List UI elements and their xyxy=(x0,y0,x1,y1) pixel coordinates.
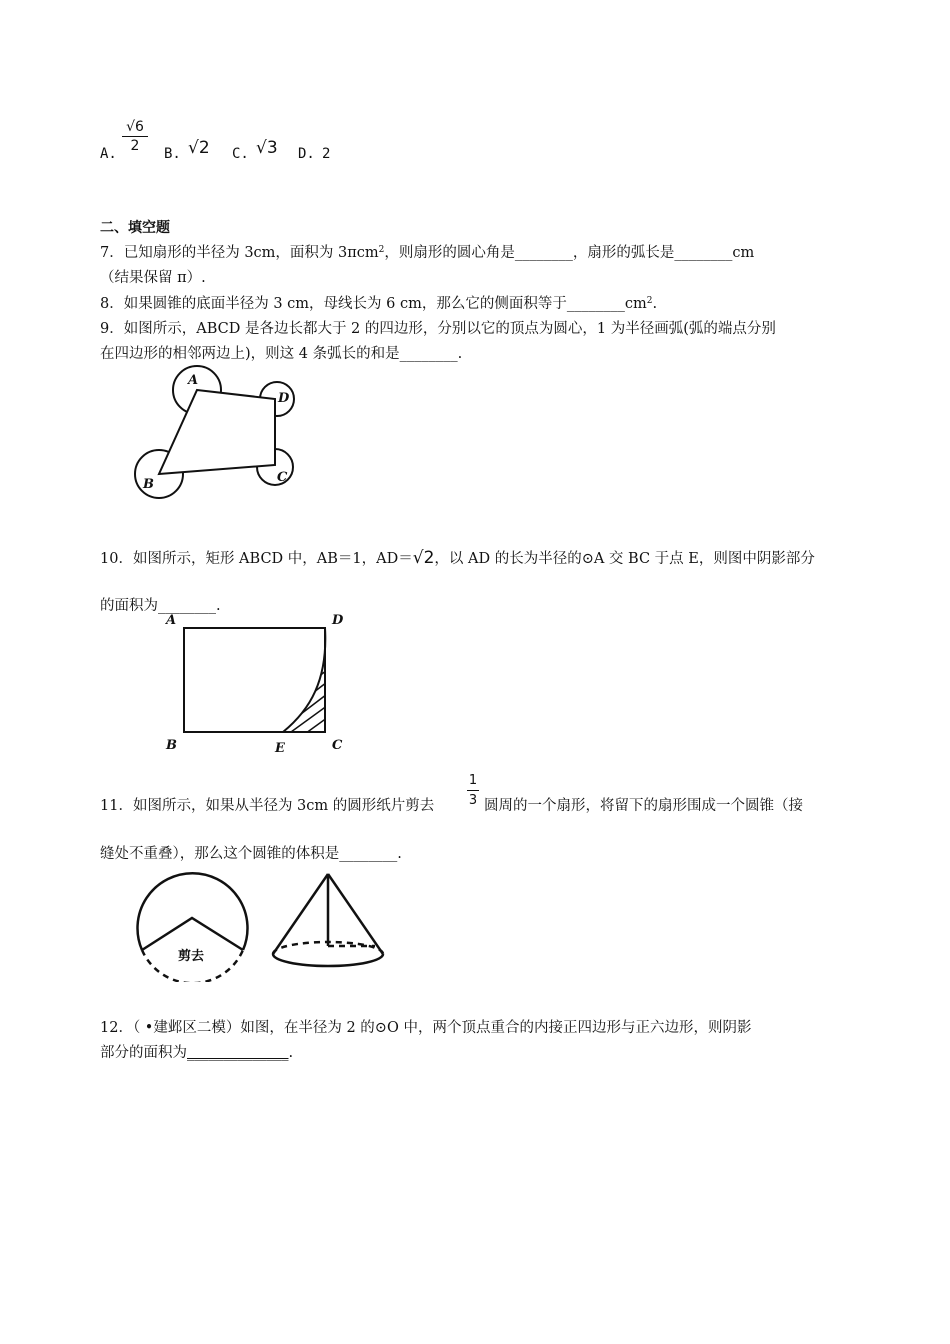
q7-text-a: 7．已知扇形的半径为 3cm，面积为 3π xyxy=(100,245,357,261)
q6-option-a-numerator: √6 xyxy=(126,119,144,135)
q7-unit: cm xyxy=(356,245,379,261)
q8-sup: 2 xyxy=(646,296,653,306)
q10-label-b: B xyxy=(166,738,177,753)
q11-figure xyxy=(125,862,395,982)
q10-label-d: D xyxy=(332,613,344,628)
q11-frac-num: 1 xyxy=(468,773,478,788)
q7-unit-sup: 2 xyxy=(378,245,385,255)
q10-label-a: A xyxy=(166,613,177,628)
q6-option-c-value: √3 xyxy=(256,138,278,158)
q9-figure xyxy=(125,362,325,507)
q12-text-a: 部分的面积为 xyxy=(100,1045,187,1061)
q6-option-b-label: B. xyxy=(164,146,181,162)
q10-shaded-region xyxy=(280,640,335,752)
q11-text-a: 11．如图所示，如果从半径为 3cm 的圆形纸片剪去 xyxy=(100,798,435,814)
q12-line-2 xyxy=(100,1043,293,1063)
q9-label-b: B xyxy=(143,477,154,492)
q10-sqrt: √2 xyxy=(412,548,435,568)
q11-circle-figure xyxy=(138,873,248,982)
q11-cone-figure xyxy=(273,874,383,966)
q10-line-2: 的面积为________. xyxy=(100,598,221,614)
q6-option-c-label: C. xyxy=(232,146,249,162)
q12-blank: ______________ xyxy=(187,1045,289,1061)
q8-text-a: 8．如果圆锥的底面半径为 3 cm，母线长为 6 cm，那么它的侧面积等于________cm xyxy=(100,296,647,312)
q7-line-2: （结果保留 π）. xyxy=(100,270,206,286)
q12-text-b: . xyxy=(288,1045,294,1061)
q11-frac-den: 3 xyxy=(468,793,478,808)
q6-option-d-value: 2 xyxy=(322,146,331,162)
q9-line-2: 在四边形的相邻两边上)，则这 4 条弧长的和是________. xyxy=(100,346,463,362)
q6-option-a-label: A. xyxy=(100,146,117,162)
q9-label-d: D xyxy=(278,391,290,406)
q6-option-d-label: D. xyxy=(298,146,315,162)
q9-label-c: C xyxy=(277,470,288,485)
q12-line-1: 12．（ •建邺区二模）如图，在半径为 2 的⊙O 中，两个顶点重合的内接正四边形与正六边形，则阴影 xyxy=(100,1020,752,1036)
q10-text-b: ，以 AD 的长为半径的⊙A 交 BC 于点 E，则图中阴影部分 xyxy=(434,551,815,567)
q10-text-a: 10．如图所示，矩形 ABCD 中，AB＝1，AD＝ xyxy=(100,551,413,567)
q10-rectangle xyxy=(184,628,325,732)
q7-text-b: ，则扇形的圆心角是________，扇形的弧长是________cm xyxy=(384,245,755,261)
q11-text-b: 圆周的一个扇形，将留下的扇形围成一个圆锥（接 xyxy=(484,798,803,814)
q11-cut-label: 剪去 xyxy=(178,949,205,964)
q10-line-1 xyxy=(100,548,815,569)
q9-line-1: 9．如图所示，ABCD 是各边长都大于 2 的四边形，分别以它的顶点为圆心，1 为半径画弧(弧的端点分别 xyxy=(100,321,776,337)
q6-option-a-fraction xyxy=(122,118,148,155)
q6-option-a-denominator: 2 xyxy=(130,138,140,154)
q10-label-c: C xyxy=(332,738,343,753)
q6-option-b-value: √2 xyxy=(188,138,210,158)
q9-label-a: A xyxy=(188,373,199,388)
q8-text-b: . xyxy=(652,296,658,312)
q7-line-1 xyxy=(100,243,754,263)
q11-line-2: 缝处不重叠），那么这个圆锥的体积是________. xyxy=(100,846,402,862)
section-title: 二、填空题 xyxy=(100,220,170,236)
q8-line xyxy=(100,294,657,314)
q11-fraction xyxy=(467,772,479,809)
q10-label-e: E xyxy=(275,741,285,756)
q10-arc xyxy=(283,628,325,732)
q10-figure xyxy=(160,610,360,760)
